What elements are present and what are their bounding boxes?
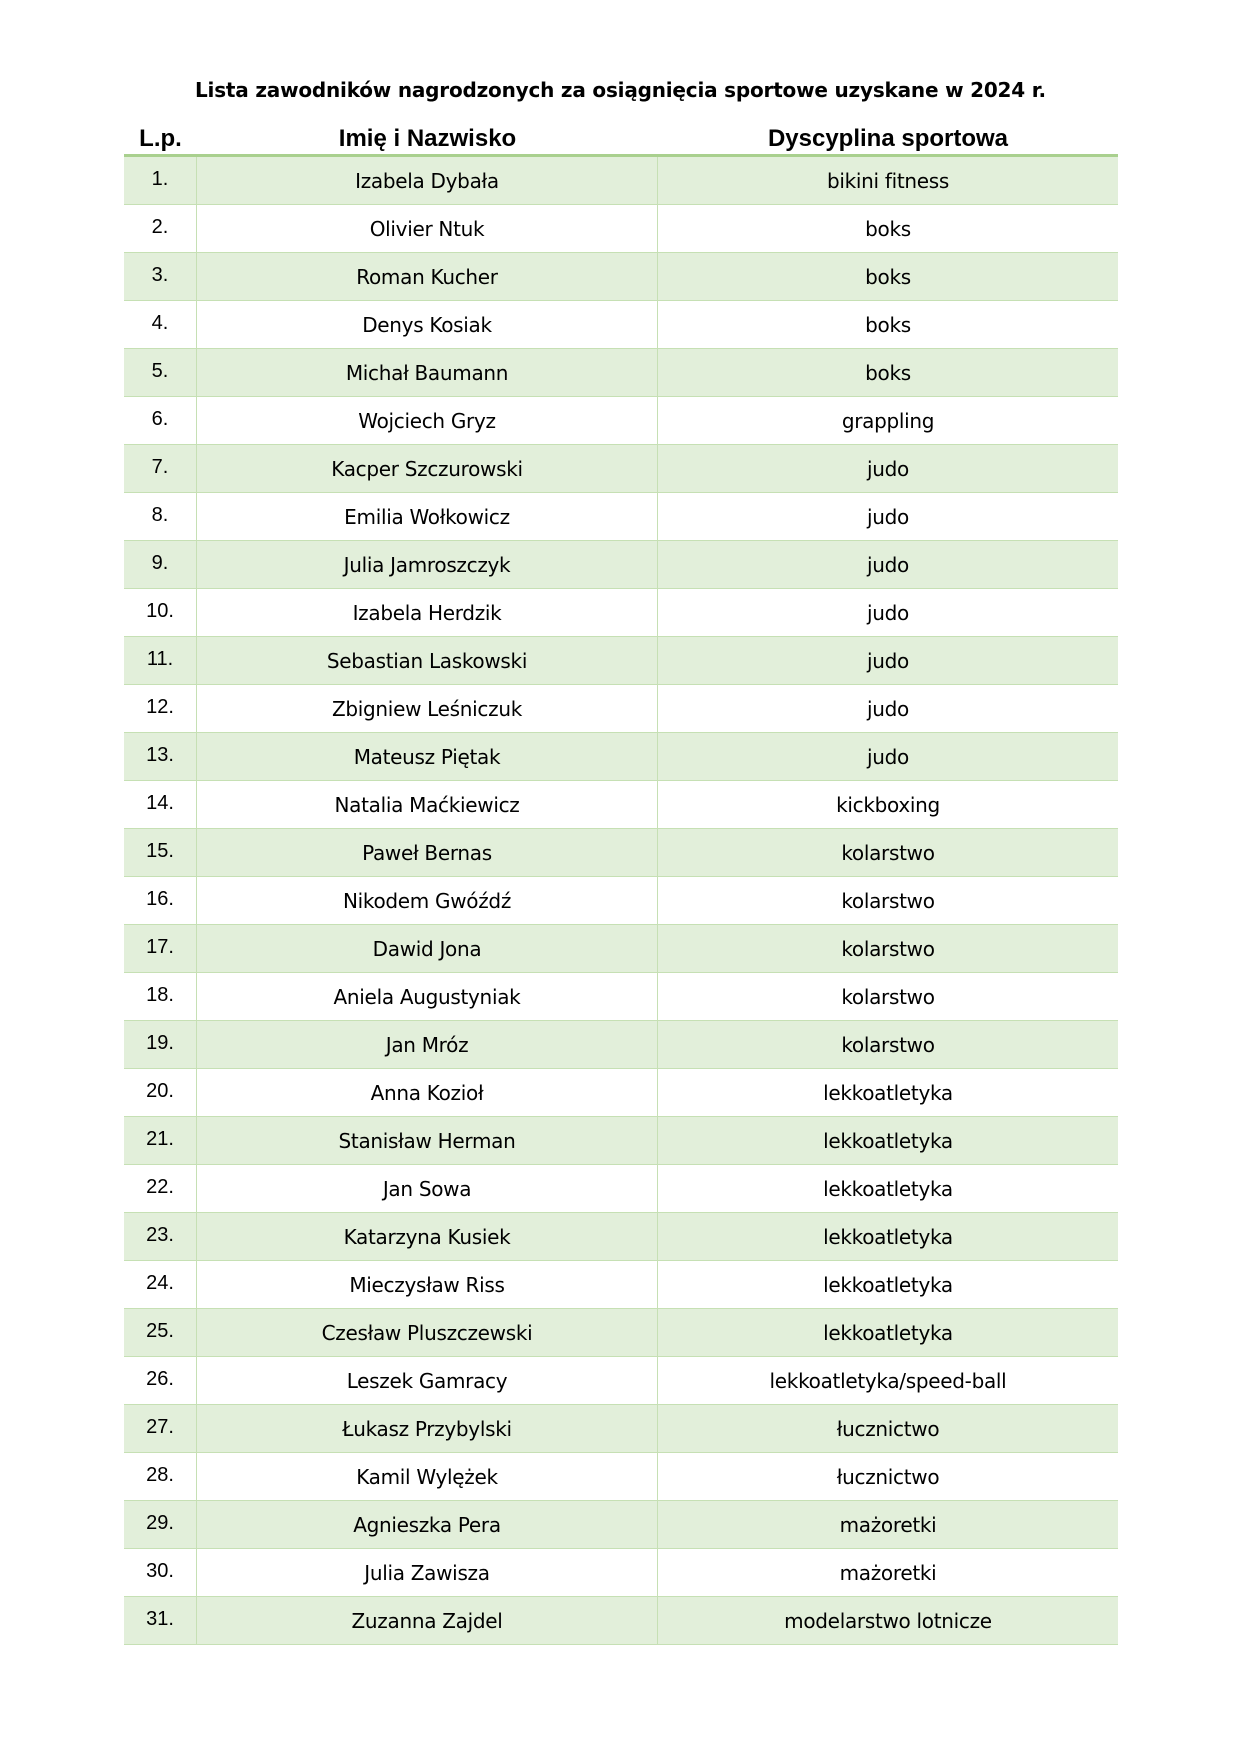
sport-discipline: lekkoatletyka (823, 1321, 953, 1345)
athlete-name: Olivier Ntuk (197, 205, 658, 253)
table-row (124, 541, 1118, 589)
row-number: 16. (124, 877, 197, 925)
sport-discipline: lekkoatletyka/speed-ball (769, 1369, 1007, 1393)
athlete-name: Leszek Gamracy (197, 1357, 658, 1405)
athlete-name: Michał Baumann (197, 349, 658, 397)
athlete-name: Mateusz Piętak (197, 733, 658, 781)
row-number: 21. (124, 1117, 197, 1165)
sport-discipline: kolarstwo (841, 889, 935, 913)
table-row (124, 253, 1118, 301)
sport-discipline: boks (865, 265, 911, 289)
athlete-name: Roman Kucher (197, 253, 658, 301)
row-number: 9. (124, 541, 197, 589)
row-number: 25. (124, 1309, 197, 1357)
table-row (124, 349, 1118, 397)
row-number: 13. (124, 733, 197, 781)
sport-discipline: judo (867, 601, 909, 625)
sport-discipline: bikini fitness (826, 169, 950, 193)
athlete-name: Julia Jamroszczyk (197, 541, 658, 589)
sport-discipline: kolarstwo (841, 985, 935, 1009)
sport-discipline: lekkoatletyka (823, 1225, 953, 1249)
sport-discipline: boks (865, 361, 911, 385)
table-row (124, 1453, 1118, 1501)
athlete-name: Denys Kosiak (197, 301, 658, 349)
sport-discipline: judo (867, 745, 909, 769)
row-number: 2. (124, 205, 197, 253)
athlete-name: Katarzyna Kusiek (197, 1213, 658, 1261)
athlete-name: Natalia Maćkiewicz (197, 781, 658, 829)
row-number: 8. (124, 493, 197, 541)
row-number: 23. (124, 1213, 197, 1261)
row-number: 10. (124, 589, 197, 637)
sport-discipline: lekkoatletyka (823, 1273, 953, 1297)
table-row (124, 1357, 1118, 1405)
row-number: 17. (124, 925, 197, 973)
table-row (124, 829, 1118, 877)
table-row (124, 973, 1118, 1021)
athlete-name: Izabela Dybała (197, 157, 658, 205)
row-number: 7. (124, 445, 197, 493)
column-header-discipline: Dyscyplina sportowa (767, 125, 1009, 152)
athlete-name: Jan Sowa (197, 1165, 658, 1213)
table-row (124, 157, 1118, 205)
table-row (124, 781, 1118, 829)
table-row (124, 1501, 1118, 1549)
athlete-name: Paweł Bernas (197, 829, 658, 877)
table-row (124, 1213, 1118, 1261)
sport-discipline: kolarstwo (841, 841, 935, 865)
row-number: 20. (124, 1069, 197, 1117)
row-number: 22. (124, 1165, 197, 1213)
table-row (124, 1597, 1118, 1645)
table-header (124, 123, 1118, 157)
athletes-table (124, 123, 1118, 1645)
sport-discipline: boks (865, 217, 911, 241)
row-number: 15. (124, 829, 197, 877)
page-title: Lista zawodników nagrodzonych za osiągnięcia sportowe uzyskane w 2024 r. (195, 78, 1046, 102)
sport-discipline: kickboxing (836, 793, 940, 817)
row-number: 27. (124, 1405, 197, 1453)
sport-discipline: judo (867, 553, 909, 577)
sport-discipline: lekkoatletyka (823, 1177, 953, 1201)
sport-discipline: kolarstwo (841, 1033, 935, 1057)
row-number: 29. (124, 1501, 197, 1549)
athlete-name: Zuzanna Zajdel (197, 1597, 658, 1645)
table-row (124, 493, 1118, 541)
table-row (124, 445, 1118, 493)
table-row (124, 1117, 1118, 1165)
row-number: 19. (124, 1021, 197, 1069)
row-number: 24. (124, 1261, 197, 1309)
table-row (124, 1405, 1118, 1453)
table-row (124, 925, 1118, 973)
athlete-name: Mieczysław Riss (197, 1261, 658, 1309)
athlete-name: Wojciech Gryz (197, 397, 658, 445)
sport-discipline: boks (865, 313, 911, 337)
table-row (124, 589, 1118, 637)
sport-discipline: judo (867, 649, 909, 673)
column-header-name: Imię i Nazwisko (338, 125, 517, 152)
row-number: 3. (124, 253, 197, 301)
table-row (124, 877, 1118, 925)
sport-discipline: łucznictwo (836, 1465, 940, 1489)
athlete-name: Agnieszka Pera (197, 1501, 658, 1549)
sport-discipline: kolarstwo (841, 937, 935, 961)
athlete-name: Julia Zawisza (197, 1549, 658, 1597)
athlete-name: Stanisław Herman (197, 1117, 658, 1165)
athlete-name: Jan Mróz (197, 1021, 658, 1069)
athlete-name: Kamil Wylężek (197, 1453, 658, 1501)
table-row (124, 1309, 1118, 1357)
row-number: 12. (124, 685, 197, 733)
sport-discipline: lekkoatletyka (823, 1129, 953, 1153)
table-row (124, 1549, 1118, 1597)
row-number: 30. (124, 1549, 197, 1597)
athlete-name: Emilia Wołkowicz (197, 493, 658, 541)
athlete-name: Zbigniew Leśniczuk (197, 685, 658, 733)
row-number: 28. (124, 1453, 197, 1501)
athlete-name: Kacper Szczurowski (197, 445, 658, 493)
row-number: 31. (124, 1597, 197, 1645)
athlete-name: Aniela Augustyniak (197, 973, 658, 1021)
table-row (124, 685, 1118, 733)
row-number: 11. (124, 637, 197, 685)
row-number: 1. (124, 157, 197, 205)
row-number: 14. (124, 781, 197, 829)
row-number: 26. (124, 1357, 197, 1405)
sport-discipline: łucznictwo (836, 1417, 940, 1441)
table-row (124, 1069, 1118, 1117)
athlete-name: Czesław Pluszczewski (197, 1309, 658, 1357)
table-row (124, 205, 1118, 253)
sport-discipline: mażoretki (839, 1561, 937, 1585)
table-row (124, 301, 1118, 349)
table-row (124, 1261, 1118, 1309)
athlete-name: Dawid Jona (197, 925, 658, 973)
athlete-name: Nikodem Gwóźdź (197, 877, 658, 925)
column-header-lp: L.p. (139, 125, 182, 152)
row-number: 6. (124, 397, 197, 445)
athlete-name: Izabela Herdzik (197, 589, 658, 637)
athlete-name: Łukasz Przybylski (197, 1405, 658, 1453)
table-row (124, 637, 1118, 685)
sport-discipline: judo (867, 505, 909, 529)
row-number: 5. (124, 349, 197, 397)
sport-discipline: modelarstwo lotnicze (784, 1609, 992, 1633)
table-row (124, 397, 1118, 445)
sport-discipline: mażoretki (839, 1513, 937, 1537)
athlete-name: Anna Kozioł (197, 1069, 658, 1117)
athlete-name: Sebastian Laskowski (197, 637, 658, 685)
sport-discipline: judo (867, 457, 909, 481)
table-row (124, 1165, 1118, 1213)
sport-discipline: lekkoatletyka (823, 1081, 953, 1105)
table-row (124, 1021, 1118, 1069)
sport-discipline: grappling (841, 409, 935, 433)
sport-discipline: judo (867, 697, 909, 721)
table-row (124, 733, 1118, 781)
row-number: 4. (124, 301, 197, 349)
row-number: 18. (124, 973, 197, 1021)
table-body (124, 157, 1118, 1645)
